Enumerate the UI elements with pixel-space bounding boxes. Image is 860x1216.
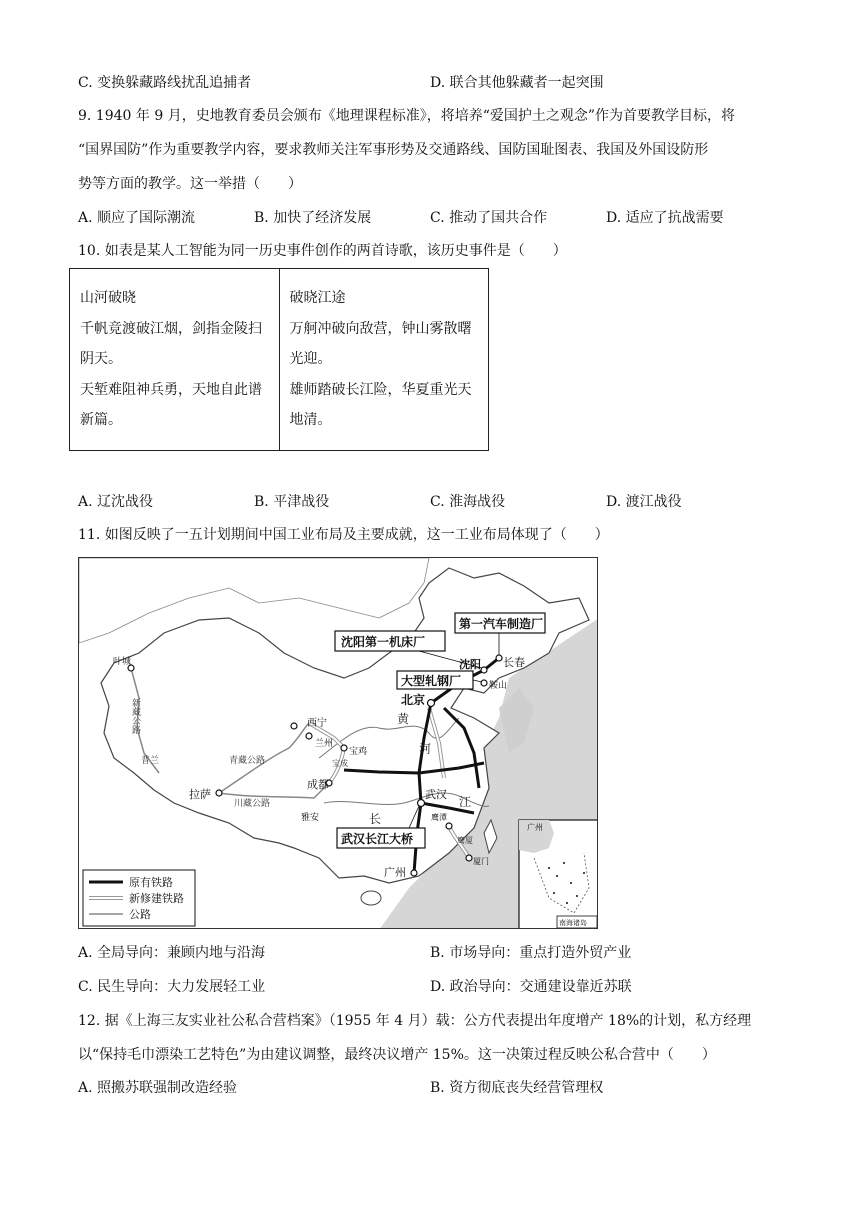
q11-option-d: D. 政治导向：交通建设靠近苏联 xyxy=(430,979,632,995)
river-label-he: 河 xyxy=(419,742,432,756)
legend-new-rail: 新修建铁路 xyxy=(129,892,184,905)
q12-stem-line2: 以“保持毛巾漂染工艺特色”为由建议调整，最终决议增产 15%。这一决策过程反映公私合营中（ ） xyxy=(78,1047,716,1063)
city-guangzhou: 广州 xyxy=(384,866,406,879)
poem-1-line: 阴天。 xyxy=(80,351,122,367)
legend-old-rail: 原有铁路 xyxy=(129,876,173,889)
inset-guangzhou: 广州 xyxy=(527,823,543,832)
q10-stem: 10. 如表是某人工智能为同一历史事件创作的两首诗歌，该历史事件是（ ） xyxy=(78,243,567,259)
poem-table xyxy=(69,268,489,451)
yingtan-dot xyxy=(446,823,452,829)
label-bridge: 武汉长江大桥 xyxy=(341,832,414,846)
map-canvas xyxy=(79,558,598,929)
poem-2-line: 雄师踏破长江险，华夏重光天 xyxy=(289,381,472,398)
xining-dot xyxy=(291,723,297,729)
q9-option-b: B. 加快了经济发展 xyxy=(254,210,372,226)
xiamen-dot xyxy=(466,855,472,861)
industry-map xyxy=(78,557,598,929)
poem-1-line: 新篇。 xyxy=(80,412,122,428)
river-label-chang: 长 xyxy=(369,812,382,826)
q9-option-c: C. 推动了国共合作 xyxy=(430,210,548,226)
city-anshan: 鞍山 xyxy=(489,681,508,691)
label-steel: 大型轧钢厂 xyxy=(401,674,462,688)
anshan-dot xyxy=(481,680,487,686)
lasa-dot xyxy=(216,790,222,796)
q11-option-b: B. 市场导向：重点打造外贸产业 xyxy=(430,945,632,961)
inset-label: 南海诸岛 xyxy=(559,919,587,927)
poem-cell-2 xyxy=(279,269,489,451)
south-china-sea-inset xyxy=(519,820,598,929)
q11-option-a: A. 全局导向：兼顾内地与沿海 xyxy=(78,945,266,961)
city-lasa: 拉萨 xyxy=(189,788,211,801)
poem-2-line: 光迎。 xyxy=(289,351,332,367)
city-wuhan: 武汉 xyxy=(425,788,447,801)
poem-2-line: 地清。 xyxy=(289,412,332,428)
legend-road: 公路 xyxy=(129,908,151,921)
q10-option-a: A. 辽沈战役 xyxy=(78,494,154,510)
city-changchun: 长春 xyxy=(503,656,525,669)
city-yaan: 雅安 xyxy=(301,813,320,823)
guangzhou-dot xyxy=(411,870,417,876)
city-yecheng: 叶城 xyxy=(113,657,132,667)
rail-label-baocheng: 宝成 xyxy=(332,759,348,768)
q12-option-a: A. 照搬苏联强制改造经验 xyxy=(78,1080,238,1096)
city-baoji: 宝鸡 xyxy=(349,747,368,757)
city-yingtan: 鹰潭 xyxy=(431,813,447,822)
q9-stem-line3: 势等方面的教学。这一举措（ ） xyxy=(78,176,302,192)
label-shenyang-machine: 沈阳第一机床厂 xyxy=(341,635,426,649)
q8-option-c: C. 变换躲藏路线扰乱追捕者 xyxy=(78,75,252,91)
rail-label-yingxia: 鹰厦 xyxy=(457,836,473,845)
river-label-jiang: 江 xyxy=(459,795,472,809)
q11-stem: 11. 如图反映了一五计划期间中国工业布局及主要成就，这一工业布局体现了（ ） xyxy=(78,527,609,543)
city-lanzhou: 兰州 xyxy=(315,739,334,749)
beijing-dot xyxy=(428,700,435,707)
q12-option-b: B. 资方彻底丧失经营管理权 xyxy=(430,1080,604,1096)
lanzhou-dot xyxy=(306,733,312,739)
q9-option-a: A. 顺应了国际潮流 xyxy=(78,210,196,226)
road-label-pulan: 普兰 xyxy=(141,756,160,766)
poem-1-title: 山河破晓 xyxy=(80,290,136,306)
map-legend xyxy=(83,870,195,926)
q10-option-b: B. 平津战役 xyxy=(254,494,330,510)
city-chengdu: 成都 xyxy=(307,778,329,791)
poem-1-line: 天堑难阻神兵勇，天地自此谱 xyxy=(80,381,262,398)
poem-1-line: 千帆竞渡破江烟，剑指金陵扫 xyxy=(80,320,262,337)
poem-2-line: 万舸冲破向敌营，钟山雾散曙 xyxy=(289,320,472,337)
wuhan-dot xyxy=(418,800,425,807)
city-beijing: 北京 xyxy=(401,693,426,707)
q12-stem-line1: 12. 据《上海三友实业社公私合营档案》（1955 年 4 月）载：公方代表提出年度增产 18%的计划，私方经理 xyxy=(78,1013,752,1029)
river-label-huang: 黄 xyxy=(397,712,410,726)
changchun-dot xyxy=(496,655,502,661)
q11-option-c: C. 民生导向：大力发展轻工业 xyxy=(78,979,266,995)
q10-option-d: D. 渡江战役 xyxy=(606,494,682,510)
road-label-chuanzang: 川藏公路 xyxy=(234,799,271,809)
q10-option-c: C. 淮海战役 xyxy=(430,494,506,510)
road-label-xinzang: 新藏公路 xyxy=(130,698,140,734)
label-faw: 第一汽车制造厂 xyxy=(459,617,544,631)
poem-2-title: 破晓江途 xyxy=(289,290,346,306)
q9-stem-line2: “国界国防”作为重要教学内容，要求教师关注军事形势及交通路线、国防国耻图表、我国及外国设防形 xyxy=(78,142,709,158)
poem-cell-1 xyxy=(70,269,280,451)
baoji-dot xyxy=(341,745,347,751)
q9-stem-line1: 9. 1940 年 9 月，史地教育委员会颁布《地理课程标准》，将培养“爱国护土之观念”作为首要教学目标，将 xyxy=(78,108,736,124)
q9-option-d: D. 适应了抗战需要 xyxy=(606,210,724,226)
city-shenyang: 沈阳 xyxy=(459,658,481,671)
q8-option-d: D. 联合其他躲藏者一起突围 xyxy=(430,75,604,91)
city-xining: 西宁 xyxy=(307,718,327,729)
city-xiamen: 厦门 xyxy=(473,857,489,866)
hainan-shape xyxy=(361,891,381,905)
road-label-qingzang: 青藏公路 xyxy=(229,756,266,766)
